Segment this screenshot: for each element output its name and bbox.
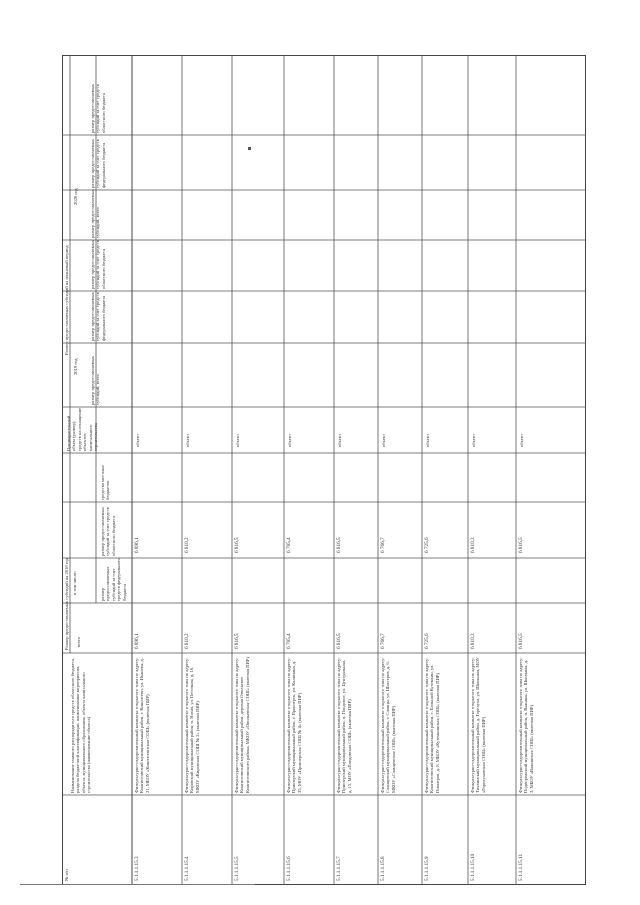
row-name: Физкультурно-оздоровительный комплекс открытого типа по адресу: Кингисеппский муниципальный район, деревня Опольевое Кингисеппского района, МКОУ «Опольевская СОШ» (включая ПИР) [234,657,250,793]
header-col-total: всего [76,636,81,647]
row-reg: 6 896,1 [134,537,140,553]
row-total: 6 766,7 [380,633,386,649]
header-year-2020: 2020 год [73,188,78,205]
row-code: 5.1.1.1.15.5 [234,856,240,881]
header-col-reg: размер предоставляемых субсидий за счет средств областного бюджета [100,507,116,556]
row-code: 5.1.1.1.15.10 [470,853,476,881]
row-code: 5.1.1.1.15.9 [424,856,430,881]
row-total: 6 810,2 [184,633,190,649]
row-note: объект [337,433,342,447]
row-note: объект [287,433,292,447]
row-total: 6 785,4 [286,633,292,649]
row-code: 5.1.1.1.15.11 [518,853,524,881]
row-total: 6 816,5 [336,633,342,649]
row-code: 5.1.1.1.15.4 [184,856,190,881]
row-note: объект [471,433,476,447]
header-col-need: Предварительный объем (размер) средств на оснащение объектов капитального строительства [66,407,99,451]
row-total: 6 810,3 [470,633,476,649]
row-name: Физкультурно-оздоровительный комплекс открытого типа по адресу: Кингисеппский муниципальный район, с. Большой Куземкин, ул. Пионеров, д. 8, МБОУ «Куземкинская СОШ» (включая ПИР) [424,657,440,793]
row-name: Физкультурно-оздоровительный комплекс открытого типа по адресу: Подпорожский муниципальный район, п. Важины, ул. Школьная, д. 3, МБОУ «Важинская СОШ» (включая ПИР) [518,657,534,793]
header-plan-reg-2019: размер предоставляемых субсидий за счет средств областного бюджета [90,240,106,289]
row-total: 6 816,5 [234,633,240,649]
row-reg: 6 766,7 [380,537,386,553]
row-name: Физкультурно-оздоровительный комплекс открытого типа по адресу: Тихвинский муниципальный район, д. Горелуха, ул. Школьная, МОУ «Горелуховская СОШ» (включая ПИР) [470,657,486,793]
header-plan-fed-2019: размер предоставляемых субсидий за счет средств федерального бюджета [90,292,106,341]
row-name: Физкультурно-оздоровительный комплекс открытого типа по адресу: Кировский муниципальный район, п. Назия, ул. Песочная, д. 10, МКОУ «Кировская СОШ № 2» (включая ПИР) [184,657,200,793]
header-col-no: № п/п [64,869,69,881]
row-total: 6 896,1 [134,633,140,649]
row-name: Физкультурно-оздоровительный комплекс открытого типа по адресу: Сланцевский муниципальный район, г. Сланцы, ул. Шахтеров, д. 6, МКОУ «Сланцевская СОШ» (включая ПИР) [380,657,396,793]
row-note: объект [425,433,430,447]
header-plan-total-2020: размер предоставляемых субсидий, всего [90,189,101,238]
row-code: 5.1.1.1.15.7 [336,856,342,881]
row-total: 6 816,5 [518,633,524,649]
row-reg: 6 810,2 [184,537,190,553]
header-col-loc: средства местных бюджетов [100,465,111,500]
header-group-plan: Размер предоставляемых субсидий на плановый период [64,245,69,355]
header-plan-total-2019: размер предоставляемых субсидий, всего [90,356,101,405]
header-plan-fed-2020: размер предоставляемых субсидий за счет средств федерального бюджета [90,139,106,188]
header-plan-reg-2020: размер предоставляемых субсидий за счет средств областного бюджета [90,84,106,133]
row-reg: 6 816,5 [518,537,524,553]
row-code: 5.1.1.1.15.6 [286,856,292,881]
row-reg: 6 785,4 [286,537,292,553]
row-note: объект [135,433,140,447]
row-reg: 6 725,6 [424,537,430,553]
bottom-rule [20,884,255,885]
row-code: 5.1.1.1.15.3 [134,856,140,881]
header-group-2018: Размер предоставляемых субсидий на 2018 год [64,557,69,650]
row-name: Физкультурно-оздоровительный комплекс открытого типа по адресу: Кингисеппский муниципальный район, г. Кингисепп, ул. Иванова, д. 21, МБОУ «Кингисеппская СОШ» (включая ПИР) [134,657,150,793]
row-total: 6 725,6 [424,633,430,649]
row-note: объект [235,433,240,447]
header-year-2019: 2019 год [73,358,78,375]
row-name: Физкультурно-оздоровительный комплекс открытого типа по адресу: Приозерский муниципальный район, п. Плодовое, ул. Центральная, д. 15, МОУ «Плодовская СОШ» (включая ПИР) [336,657,352,793]
row-reg: 6 810,3 [470,537,476,553]
row-note: объект [381,433,386,447]
row-reg: 6 816,5 [336,537,342,553]
row-code: 5.1.1.1.15.8 [380,856,386,881]
row-note: объект [519,433,524,447]
header-sub-incl: в том числе: [72,571,77,595]
header-col-fed: размер предоставляемых субсидий за счет средств федерального бюджета [100,558,127,601]
row-note: объект [185,433,190,447]
header-col-name: Наименование главного распорядителя средств областного бюджета, раздела бюджетной классификации, наименование мероприятия, объекта, муниципального образования, объекта капитального строительства (наименование объекта) [70,658,92,793]
subsidy-table [62,55,586,885]
row-name: Физкультурно-оздоровительный комплекс открытого типа по адресу: Приозерский муниципальный район, г. Приозерск, ул. Калинина, д. 35, МОУ «Приозерская СОШ № 4» (включая ПИР) [286,657,302,793]
row-reg: 6 816,5 [234,537,240,553]
